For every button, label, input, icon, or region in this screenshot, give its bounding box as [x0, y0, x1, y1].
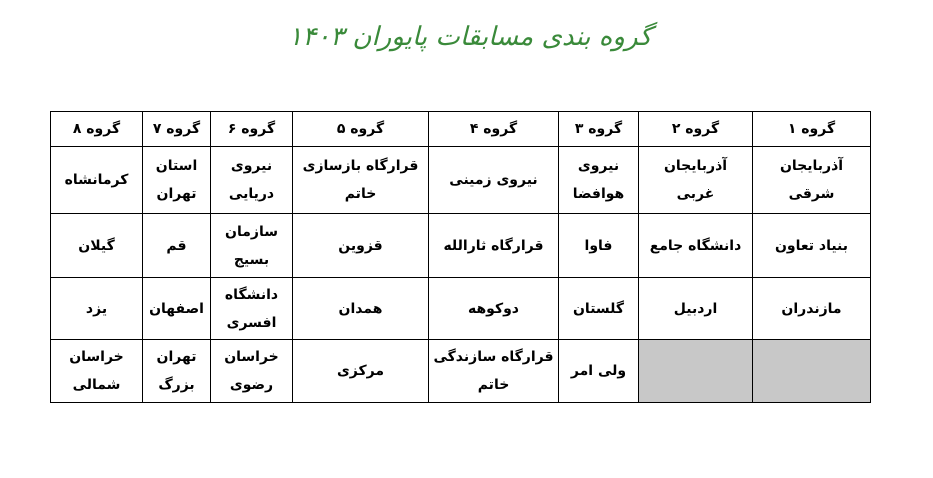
table-cell: استان تهران: [143, 147, 211, 214]
table-cell: فاوا: [559, 214, 639, 278]
header-row: [51, 112, 871, 147]
table-cell: خراسان رضوی: [211, 340, 293, 403]
table-cell: نیروی زمینی: [429, 147, 559, 214]
table-cell: آذربایجان غربی: [639, 147, 753, 214]
groups-table: [50, 111, 871, 403]
group-header: گروه ۱: [753, 112, 871, 147]
group-header: گروه ۴: [429, 112, 559, 147]
table-cell: قزوین: [293, 214, 429, 278]
group-header: گروه ۷: [143, 112, 211, 147]
table-cell: نیروی دریایی: [211, 147, 293, 214]
table-cell: آذربایجان شرقی: [753, 147, 871, 214]
table-cell: مرکزی: [293, 340, 429, 403]
table-cell: قم: [143, 214, 211, 278]
group-header: گروه ۶: [211, 112, 293, 147]
table-cell: تهران بزرگ: [143, 340, 211, 403]
table-cell: همدان: [293, 278, 429, 340]
table-cell: قرارگاه سازندگی خاتم: [429, 340, 559, 403]
empty-cell: [753, 340, 871, 403]
table-cell: یزد: [51, 278, 143, 340]
table-cell: دانشگاه افسری: [211, 278, 293, 340]
table-cell: سازمان بسیج: [211, 214, 293, 278]
table-row: [51, 214, 871, 278]
page-title: گروه بندی مسابقات پایوران ۱۴۰۳: [288, 22, 652, 52]
table-cell: قرارگاه بازسازی خاتم: [293, 147, 429, 214]
table-cell: ولی امر: [559, 340, 639, 403]
group-header: گروه ۵: [293, 112, 429, 147]
group-header: گروه ۳: [559, 112, 639, 147]
table-cell: گیلان: [51, 214, 143, 278]
table-cell: اصفهان: [143, 278, 211, 340]
table-row: [51, 147, 871, 214]
group-header: گروه ۲: [639, 112, 753, 147]
table-cell: نیروی هوافضا: [559, 147, 639, 214]
table-cell: اردبیل: [639, 278, 753, 340]
table-cell: بنیاد تعاون: [753, 214, 871, 278]
table-cell: دوکوهه: [429, 278, 559, 340]
group-header: گروه ۸: [51, 112, 143, 147]
table-cell: خراسان شمالی: [51, 340, 143, 403]
table-cell: گلستان: [559, 278, 639, 340]
table-cell: قرارگاه ثارالله: [429, 214, 559, 278]
table-cell: مازندران: [753, 278, 871, 340]
table-row: [51, 278, 871, 340]
table-cell: دانشگاه جامع: [639, 214, 753, 278]
table-row: [51, 340, 871, 403]
table-cell: کرمانشاه: [51, 147, 143, 214]
empty-cell: [639, 340, 753, 403]
